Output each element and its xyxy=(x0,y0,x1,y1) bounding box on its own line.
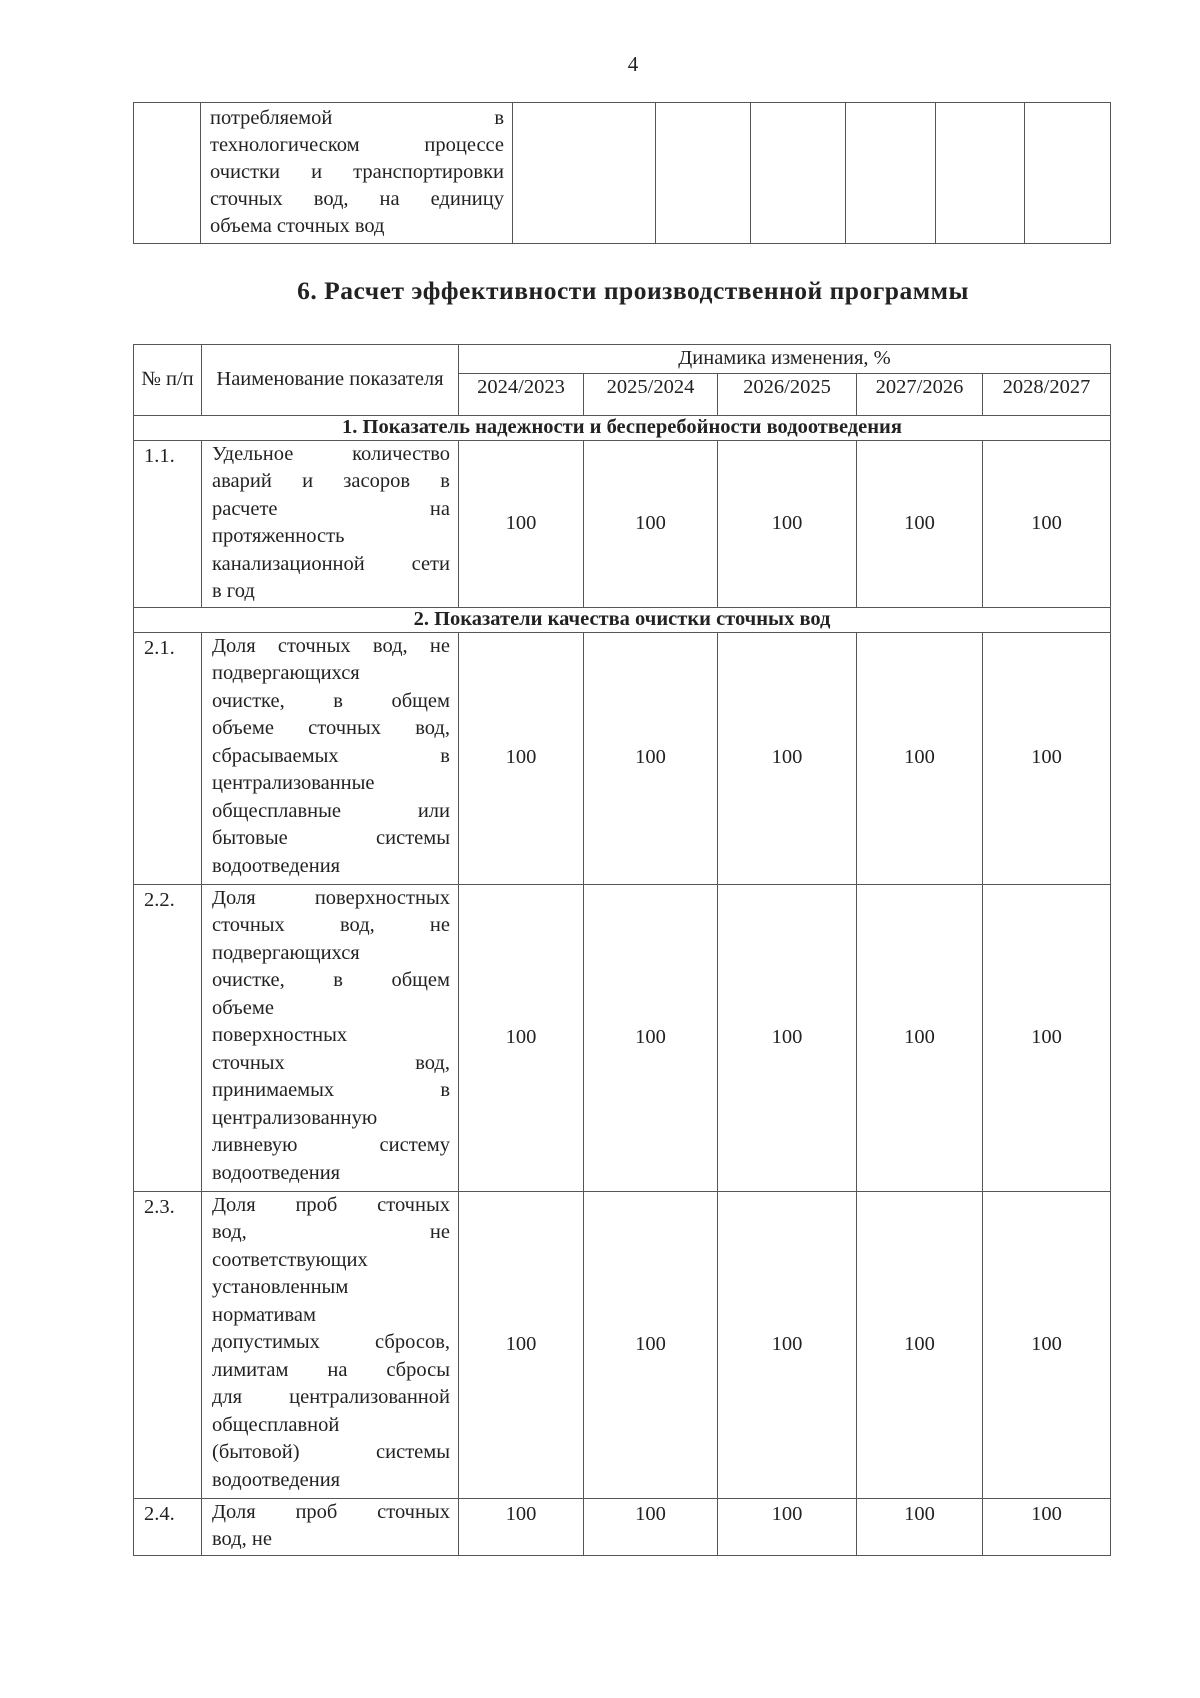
group-title: 2. Показатели качества очистки сточных вод xyxy=(134,607,1111,632)
value-cell: 100 xyxy=(983,632,1111,884)
text-line: объема сточных вод xyxy=(210,215,385,237)
cont-cell xyxy=(936,103,1025,244)
indicator-name xyxy=(202,440,459,607)
value-cell: 100 xyxy=(983,884,1111,1191)
value-cell: 100 xyxy=(584,440,718,607)
value-cell: 100 xyxy=(718,1498,857,1555)
text-line: сточных вод, не xyxy=(212,914,450,936)
header-num: № п/п xyxy=(134,345,202,416)
text-line: соответствующих xyxy=(212,1248,368,1271)
group-title: 1. Показатель надежности и бесперебойности водоотведения xyxy=(134,415,1111,440)
value-cell: 100 xyxy=(459,440,584,607)
text-line: расчете на xyxy=(212,497,450,520)
text-line: технологическом процессе xyxy=(210,134,504,156)
text-line: потребляемой в xyxy=(210,107,504,129)
value-cell: 100 xyxy=(584,1498,718,1555)
text-line: сточных вод, xyxy=(212,1051,450,1074)
text-line: очистке, в общем xyxy=(212,689,450,712)
row-number: 2.3. xyxy=(134,1191,202,1498)
header-row xyxy=(134,345,1111,374)
value-cell: 100 xyxy=(983,440,1111,607)
row-number: 2.1. xyxy=(134,632,202,884)
value-cell: 100 xyxy=(459,632,584,884)
header-year: 2024/2023 xyxy=(459,373,584,415)
indicator-name xyxy=(202,1191,459,1498)
row-number: 1.1. xyxy=(134,440,202,607)
text-line: Доля сточных вод, не xyxy=(212,634,450,657)
value-cell: 100 xyxy=(459,1498,584,1555)
text-line: нормативам xyxy=(212,1303,316,1326)
value-cell: 100 xyxy=(983,1191,1111,1498)
group-row xyxy=(134,415,1111,440)
text-line: централизованные xyxy=(212,772,375,794)
cont-cell xyxy=(656,103,751,244)
text-line: очистке, в общем xyxy=(212,969,450,991)
text-line: Доля проб сточных xyxy=(212,1193,450,1216)
text-line: принимаемых в xyxy=(212,1079,450,1101)
value-cell: 100 xyxy=(983,1498,1111,1555)
value-cell: 100 xyxy=(718,440,857,607)
header-year: 2027/2026 xyxy=(857,373,983,415)
value-cell: 100 xyxy=(857,632,983,884)
indicator-name xyxy=(202,884,459,1191)
text-line: общесплавной xyxy=(212,1413,340,1436)
value-cell: 100 xyxy=(584,884,718,1191)
text-line: допустимых сбросов, xyxy=(212,1331,450,1353)
text-line: общесплавные или xyxy=(212,799,450,822)
header-dynamics: Динамика изменения, % xyxy=(459,345,1111,374)
header-year: 2026/2025 xyxy=(718,373,857,415)
value-cell: 100 xyxy=(718,632,857,884)
text-line: сбрасываемых в xyxy=(212,744,450,767)
text-line: аварий и засоров в xyxy=(212,470,450,492)
header-year: 2028/2027 xyxy=(983,373,1111,415)
text-line: объеме сточных вод, xyxy=(212,717,450,739)
text-line: водоотведения xyxy=(212,854,341,877)
text-line: лимитам на сбросы xyxy=(212,1358,450,1381)
cont-num-cell xyxy=(134,103,201,244)
table-row xyxy=(134,440,1111,607)
cont-cell xyxy=(751,103,846,244)
text-line: ливневую систему xyxy=(212,1134,450,1156)
table-row xyxy=(134,884,1111,1191)
text-line: бытовые системы xyxy=(212,827,450,849)
text-line: канализационной сети xyxy=(212,552,450,575)
text-line: поверхностных xyxy=(212,1024,348,1046)
cont-cell xyxy=(1025,103,1111,244)
table-row xyxy=(134,103,1111,244)
table-row xyxy=(134,1191,1111,1498)
text-line: сточных вод, на единицу xyxy=(210,188,504,210)
text-line: Доля поверхностных xyxy=(212,886,450,909)
text-line: (бытовой) системы xyxy=(212,1441,450,1463)
cont-cell xyxy=(513,103,656,244)
group-row xyxy=(134,607,1111,632)
indicator-name xyxy=(202,632,459,884)
value-cell: 100 xyxy=(584,1191,718,1498)
cont-description xyxy=(201,103,512,240)
value-cell: 100 xyxy=(857,1191,983,1498)
text-line: очистки и транспортировки xyxy=(210,161,504,183)
text-line: водоотведения xyxy=(212,1161,341,1184)
efficiency-table xyxy=(133,344,1111,1556)
value-cell: 100 xyxy=(459,1191,584,1498)
header-year: 2025/2024 xyxy=(584,373,718,415)
text-line: объеме xyxy=(212,996,274,1019)
text-line: централизованную xyxy=(212,1106,378,1129)
value-cell: 100 xyxy=(857,1498,983,1555)
text-line: вод, не xyxy=(212,1221,450,1243)
table-row xyxy=(134,1498,1111,1555)
text-line: Доля проб сточных xyxy=(212,1500,450,1523)
cont-cell xyxy=(846,103,936,244)
text-line: в год xyxy=(212,580,255,602)
text-line: Удельное количество xyxy=(212,442,450,465)
text-line: протяженность xyxy=(212,525,345,547)
table-row xyxy=(134,632,1111,884)
cont-name-cell xyxy=(201,103,513,244)
text-line: установленным xyxy=(212,1276,349,1298)
value-cell: 100 xyxy=(459,884,584,1191)
text-line: подвергающихся xyxy=(212,662,360,684)
text-line: для централизованной xyxy=(212,1386,450,1408)
value-cell: 100 xyxy=(584,632,718,884)
text-line: водоотведения xyxy=(212,1468,341,1491)
row-number: 2.2. xyxy=(134,884,202,1191)
text-line: подвергающихся xyxy=(212,941,360,964)
header-name: Наименование показателя xyxy=(202,345,459,416)
page-number: 4 xyxy=(627,52,639,76)
value-cell: 100 xyxy=(718,1191,857,1498)
value-cell: 100 xyxy=(857,440,983,607)
section-title: 6. Расчет эффективности производственной программы xyxy=(297,276,969,305)
indicator-name xyxy=(202,1498,459,1555)
value-cell: 100 xyxy=(718,884,857,1191)
continuation-table xyxy=(133,102,1111,244)
row-number: 2.4. xyxy=(134,1498,202,1555)
value-cell: 100 xyxy=(857,884,983,1191)
text-line: вод, не xyxy=(212,1528,272,1550)
